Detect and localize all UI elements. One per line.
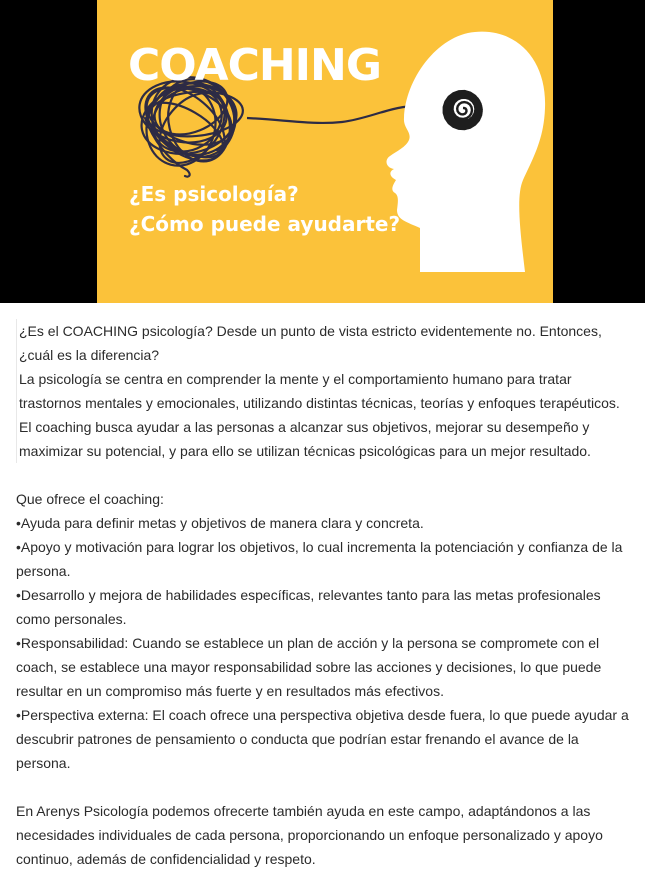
intro-coaching: El coaching busca ayudar a las personas a alcanzar sus objetivos, mejorar su desempeño y maximizar su potencial, y para ello se utilizan técnicas psicológicas para un mejor resultado.	[19, 419, 591, 459]
closing-section	[16, 799, 632, 871]
banner-subtitle-question-1: ¿Es psicología?	[129, 182, 299, 206]
offers-heading: Que ofrece el coaching:	[16, 491, 164, 507]
offers-section	[16, 487, 632, 775]
closing-paragraph: En Arenys Psicología podemos ofrecerte también ayuda en este campo, adaptándonos a las necesidades individuales de cada persona, proporcionando un enfoque personalizado y apoyo continuo, además de confidencialidad y respeto.	[16, 803, 603, 867]
intro-section	[16, 319, 635, 463]
intro-psychology: La psicología se centra en comprender la mente y el comportamiento humano para tratar trastornos mentales y emocionales, utilizando distintas técnicas, teorías y enfoques terapéuticos.	[19, 371, 620, 411]
banner-title: COACHING	[128, 40, 381, 91]
thread-line	[247, 106, 412, 123]
offer-item: •Apoyo y motivación para lograr los objetivos, lo cual incrementa la potenciación y confianza de la persona.	[16, 539, 623, 579]
offer-item: •Desarrollo y mejora de habilidades específicas, relevantes tanto para las metas profesionales como personales.	[16, 587, 601, 627]
offer-item: •Perspectiva externa: El coach ofrece una perspectiva objetiva desde fuera, lo que puede ayudar a descubrir patrones de pensamiento o conducta que podrían estar frenando el avance de la persona.	[16, 707, 629, 771]
coaching-banner	[97, 0, 553, 303]
head-silhouette	[387, 32, 546, 272]
intro-question: ¿Es el COACHING psicología? Desde un punto de vista estricto evidentemente no. Entonces, ¿cuál es la diferencia?	[19, 323, 602, 363]
hero-image	[0, 0, 645, 303]
offer-item: •Responsabilidad: Cuando se establece un plan de acción y la persona se compromete con el coach, se establece una mayor responsabilidad sobre las acciones y decisiones, lo que puede resultar en un compromiso más fuerte y en resultados más efectivos.	[16, 635, 602, 699]
offer-item: •Ayuda para definir metas y objetivos de manera clara y concreta.	[16, 515, 424, 531]
banner-subtitle-question-2: ¿Cómo puede ayudarte?	[129, 212, 401, 236]
